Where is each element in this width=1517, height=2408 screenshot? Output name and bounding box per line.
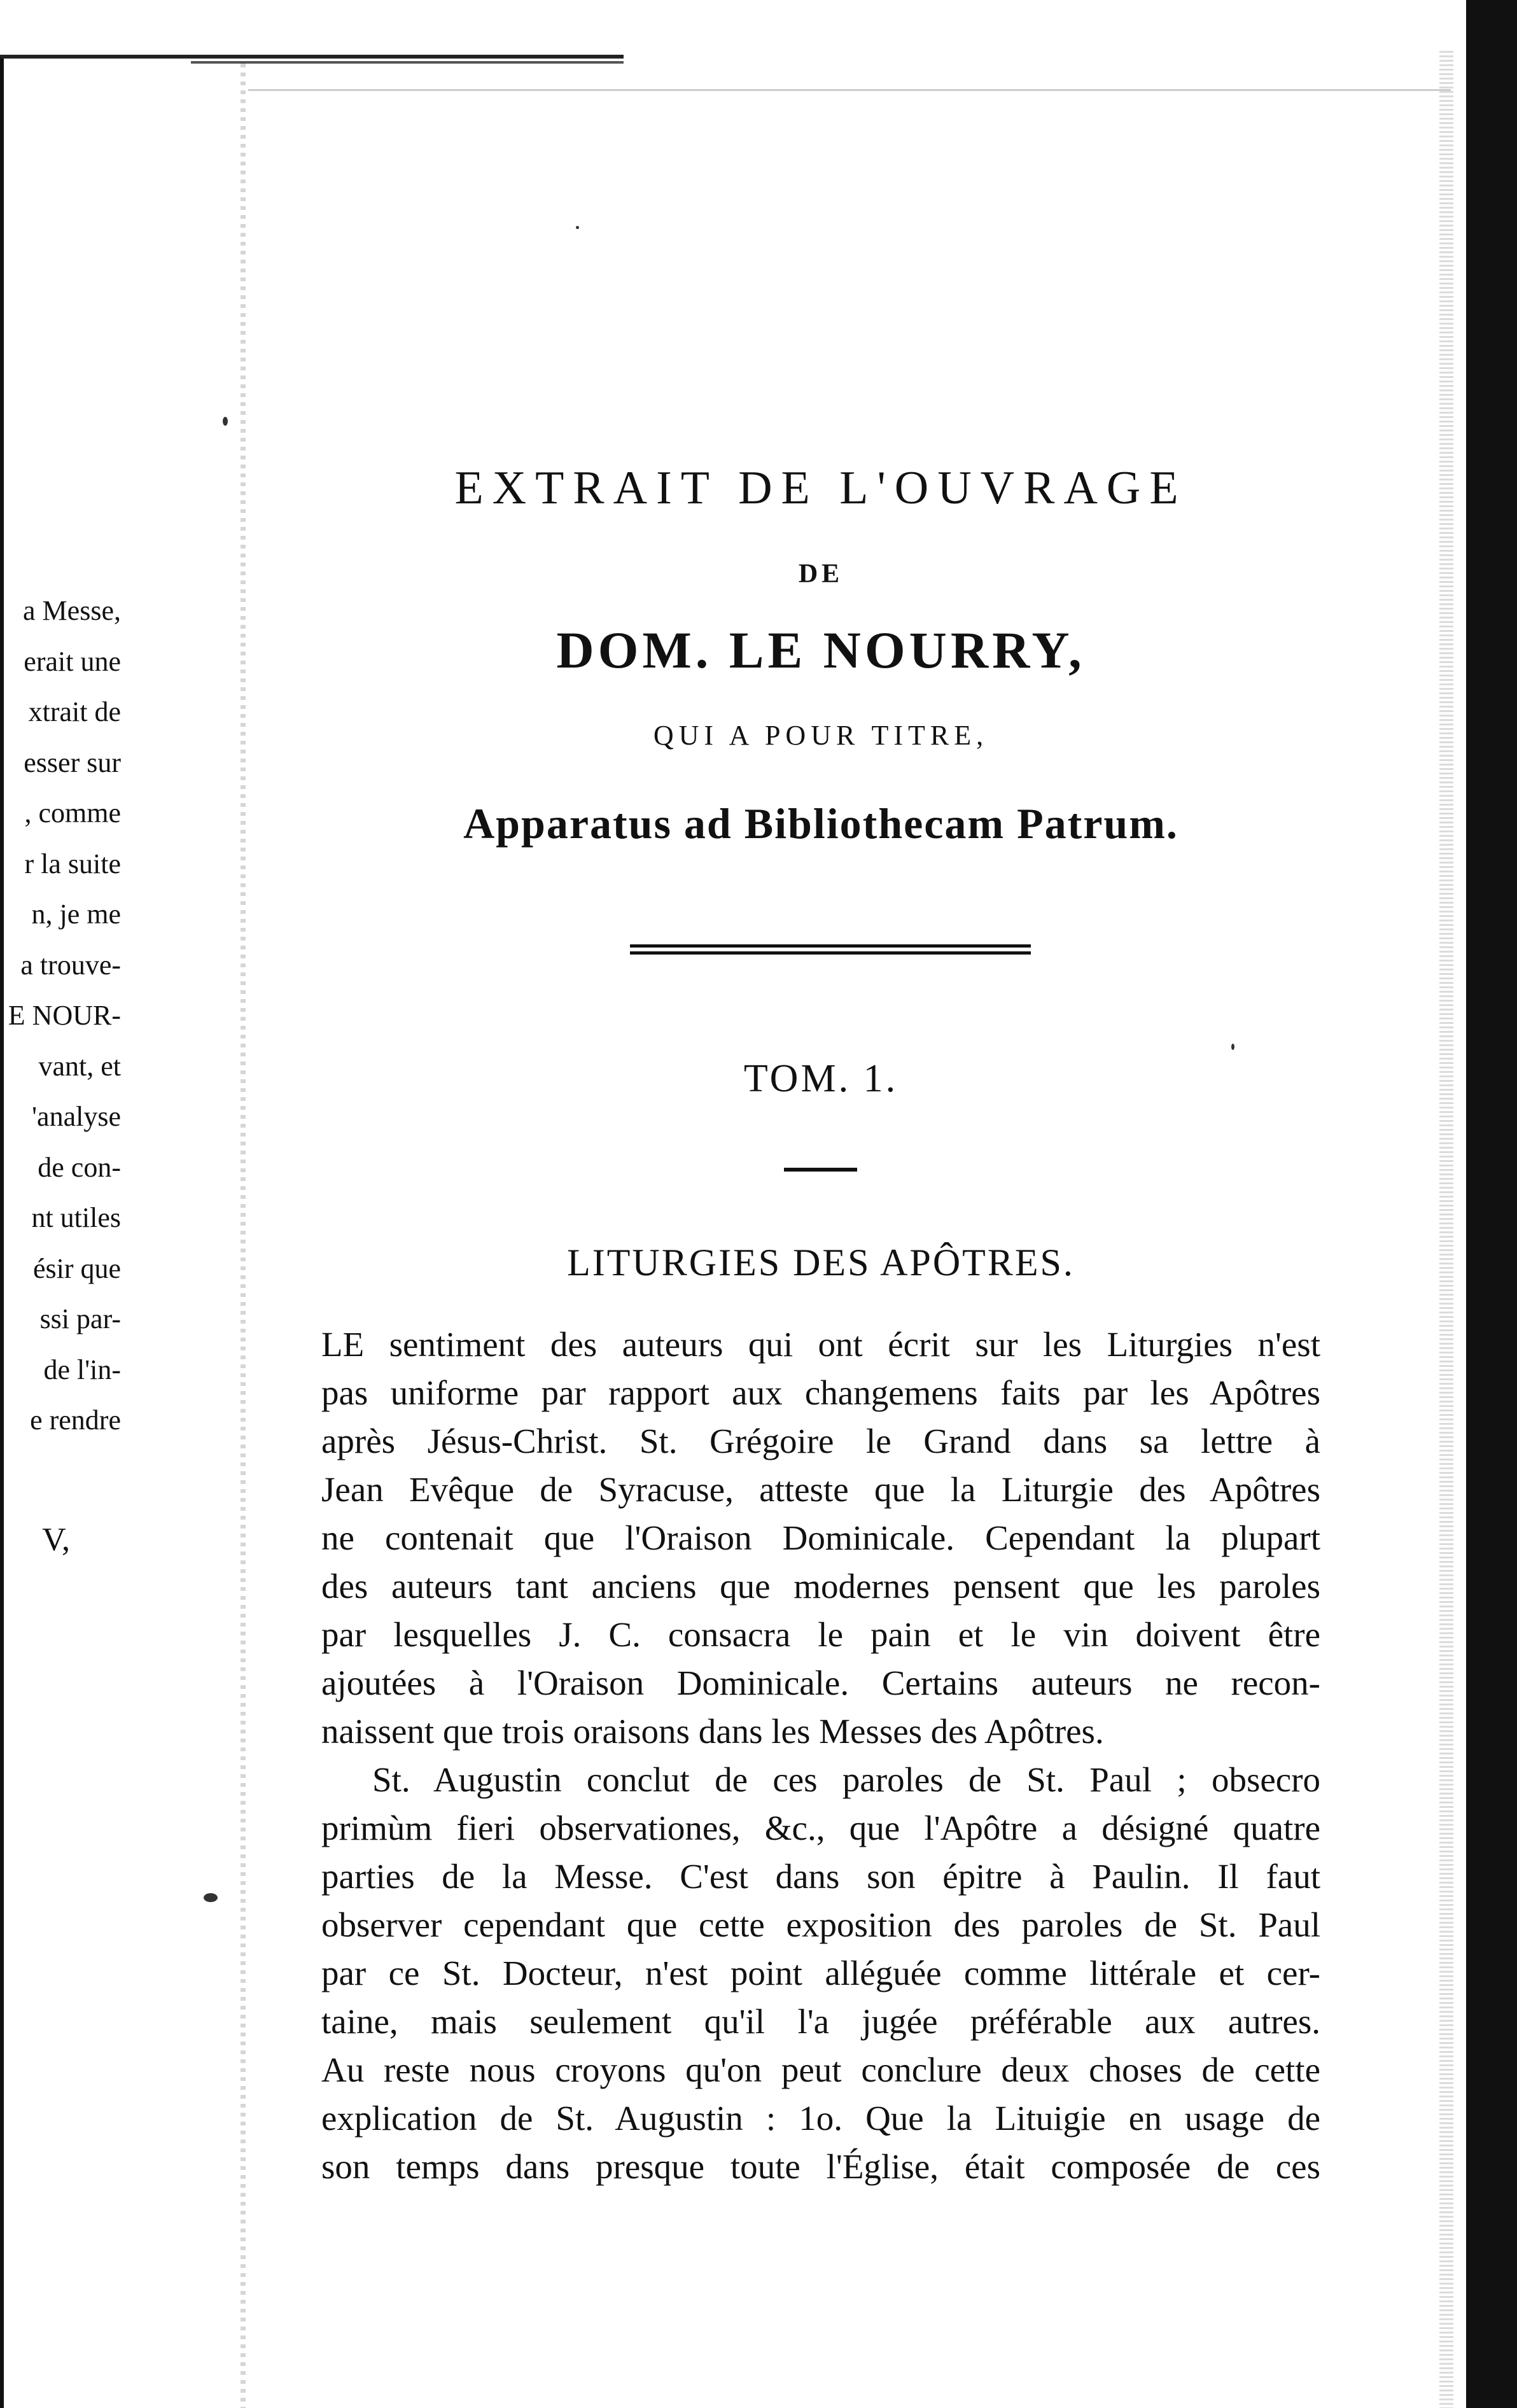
body-line: primùm fieri observationes, &c., que l'Apôtre a désigné quatre — [321, 1809, 1320, 1847]
book-gutter — [241, 64, 246, 2408]
left-page-line: a Messe, — [23, 595, 121, 626]
left-page-line: xtrait de — [28, 696, 121, 727]
left-page-line: nt utiles — [31, 1202, 121, 1233]
body-line: Au reste nous croyons qu'on peut conclure deux choses de cette — [321, 2050, 1320, 2089]
body-line: des auteurs tant anciens que modernes pensent que les paroles — [321, 1567, 1320, 1606]
scan-top-edge — [0, 55, 624, 59]
body-line: son temps dans presque toute l'Église, était composée de ces — [321, 2147, 1320, 2186]
body-line: par lesquelles J. C. consacra le pain et le vin doivent être — [321, 1615, 1320, 1654]
left-page-signature: V, — [42, 1522, 70, 1558]
body-line: observer cependant que cette exposition des paroles de St. Paul — [321, 1905, 1320, 1944]
body-line: taine, mais seulement qu'il l'a jugée préférable aux autres. — [321, 2002, 1320, 2041]
body-line: St. Augustin conclut de ces paroles de St. Paul ; obsecro — [372, 1760, 1320, 1799]
body-line: ajoutées à l'Oraison Dominicale. Certains auteurs ne recon- — [321, 1663, 1320, 1702]
title-connector: DE — [798, 559, 844, 589]
short-rule-divider — [784, 1168, 857, 1172]
left-page-line: E NOUR- — [8, 1000, 121, 1031]
work-title: EXTRAIT DE L'OUVRAGE — [454, 462, 1187, 514]
scan-speck — [223, 417, 228, 426]
body-line: Jean Evêque de Syracuse, atteste que la Liturgie des Apôtres — [321, 1470, 1320, 1509]
scan-right-edge — [1466, 0, 1517, 2408]
left-page-line: ésir que — [32, 1252, 121, 1284]
left-page-line: ssi par- — [39, 1303, 121, 1334]
body-text — [321, 1320, 1320, 2191]
left-page-line: a trouve- — [20, 949, 121, 981]
left-page-line: de con- — [38, 1151, 121, 1183]
section-title: LITURGIES DES APÔTRES. — [567, 1242, 1075, 1284]
left-page-line: 'analyse — [32, 1101, 121, 1132]
body-line: par ce St. Docteur, n'est point alléguée comme littérale et cer- — [321, 1954, 1320, 1992]
body-line: parties de la Messe. C'est dans son épitre à Paulin. Il faut — [321, 1857, 1320, 1896]
page-top-line — [248, 89, 1451, 91]
left-facing-page — [0, 585, 121, 1446]
body-line: LE sentiment des auteurs qui ont écrit sur les Liturgies n'est — [321, 1325, 1320, 1364]
body-line: explication de St. Augustin : 1o. Que la Lituigie en usage de — [321, 2099, 1320, 2138]
body-line: après Jésus-Christ. St. Grégoire le Grand dans sa lettre à — [321, 1422, 1320, 1460]
left-page-line: vant, et — [38, 1050, 121, 1082]
double-rule-divider — [630, 944, 1031, 956]
volume-label: TOM. 1. — [743, 1057, 898, 1100]
latin-title: Apparatus ad Bibliothecam Patrum. — [463, 799, 1178, 848]
scan-top-edge-shadow — [191, 61, 624, 64]
left-page-line: e rendre — [30, 1404, 121, 1436]
scan-speck — [204, 1893, 218, 1902]
left-page-line: erait une — [24, 645, 121, 677]
left-page-line: n, je me — [31, 899, 121, 930]
body-line: ne contenait que l'Oraison Dominicale. Cependant la plupart — [321, 1518, 1320, 1557]
body-line: naissent que trois oraisons dans les Messes des Apôtres. — [321, 1712, 1104, 1751]
left-page-line: , comme — [24, 797, 121, 829]
scan-speck — [576, 226, 579, 229]
left-page-line: r la suite — [24, 848, 121, 879]
left-page-line: de l'in- — [43, 1354, 121, 1385]
scan-speck — [1231, 1044, 1234, 1050]
body-line: pas uniforme par rapport aux changemens faits par les Apôtres — [321, 1373, 1320, 1412]
title-intro: QUI A POUR TITRE, — [653, 720, 989, 751]
page-edge-texture — [1439, 51, 1453, 2408]
author-name: DOM. LE NOURRY, — [556, 621, 1086, 679]
left-page-line: esser sur — [24, 746, 121, 778]
scan-top-margin — [0, 0, 1517, 33]
